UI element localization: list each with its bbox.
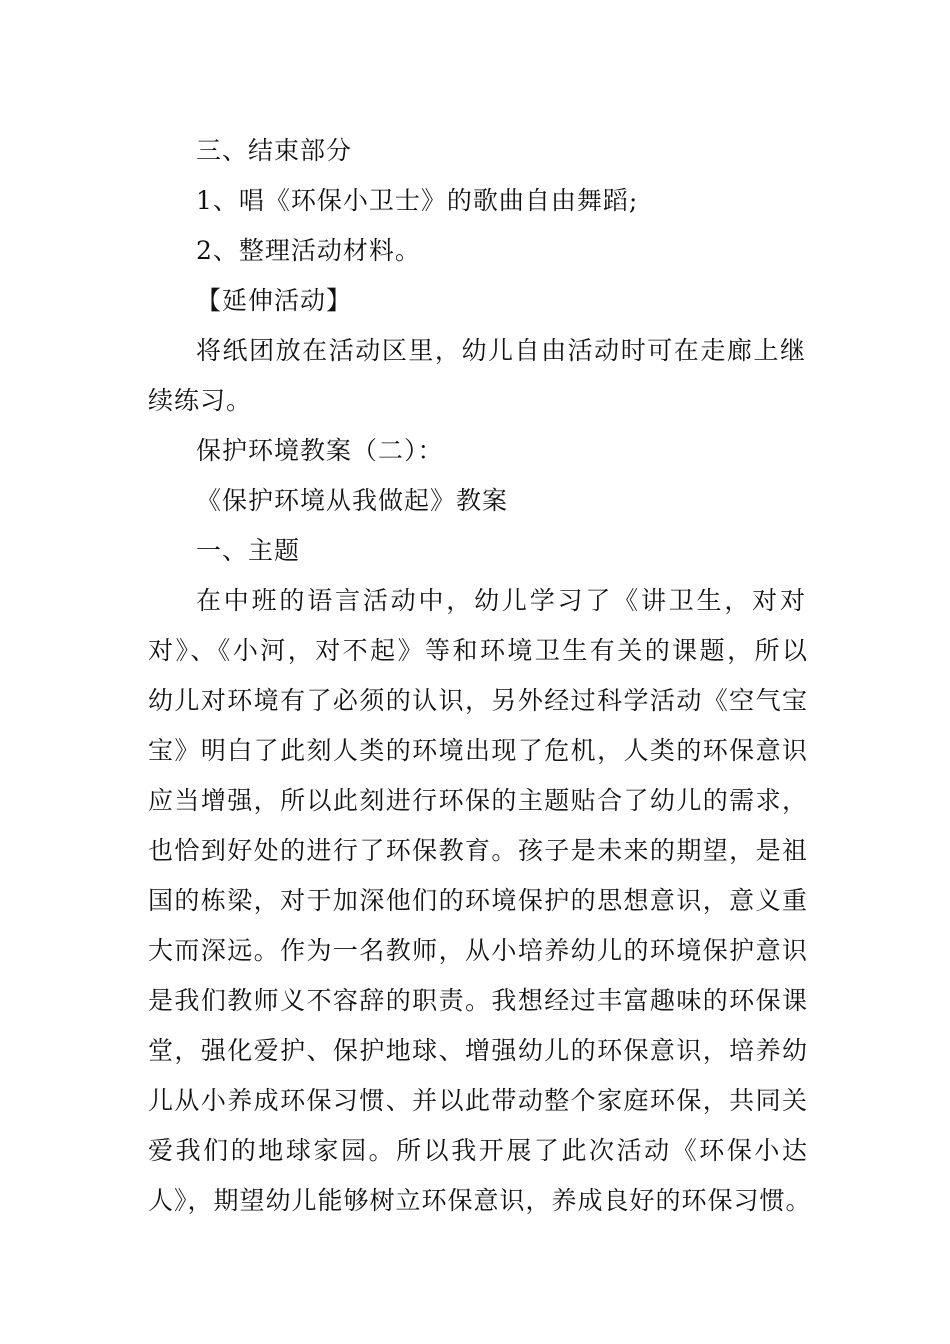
section-heading-ending: 三、结束部分 — [196, 136, 353, 165]
extension-text-line-2: 续练习。 — [148, 386, 253, 415]
paragraph-line: 人》，期望幼儿能够树立环保意识，养成良好的环保习惯。 — [148, 1186, 812, 1215]
section-heading-extension: 【延伸活动】 — [196, 286, 353, 315]
paragraph-line: 在中班的语言活动中，幼儿学习了《讲卫生，对对 — [196, 586, 806, 615]
paragraph-line: 爱我们的地球家园。所以我开展了此次活动《环保小达 — [148, 1136, 808, 1165]
paragraph-line: 是我们教师义不容辞的职责。我想经过丰富趣味的环保课 — [148, 986, 808, 1015]
paragraph-line: 也恰到好处的进行了环保教育。孩子是未来的期望，是祖 — [148, 836, 808, 865]
paragraph-line: 国的栋梁，对于加深他们的环境保护的思想意识，意义重 — [148, 886, 808, 915]
lesson-plan-subtitle: 《保护环境从我做起》教案 — [196, 486, 509, 515]
list-item-song: 1、唱《环保小卫士》的歌曲自由舞蹈; — [196, 186, 639, 215]
lesson-plan-title: 保护环境教案（二）： — [196, 436, 444, 465]
theme-heading: 一、主题 — [196, 536, 301, 565]
paragraph-line: 大而深远。作为一名教师，从小培养幼儿的环境保护意识 — [148, 936, 808, 965]
extension-text-line-1: 将纸团放在活动区里，幼儿自由活动时可在走廊上继 — [196, 336, 806, 365]
paragraph-line: 幼儿对环境有了必须的认识，另外经过科学活动《空气宝 — [148, 686, 808, 715]
list-item-materials: 2、整理活动材料。 — [196, 236, 421, 265]
paragraph-line: 应当增强，所以此刻进行环保的主题贴合了幼儿的需求， — [148, 786, 808, 815]
paragraph-line: 堂，强化爱护、保护地球、增强幼儿的环保意识，培养幼 — [148, 1036, 808, 1065]
paragraph-line: 对》、《小河，对不起》等和环境卫生有关的课题，所以 — [148, 636, 808, 665]
paragraph-line: 儿从小养成环保习惯、并以此带动整个家庭环保，共同关 — [148, 1086, 808, 1115]
paragraph-line: 宝》明白了此刻人类的环境出现了危机，人类的环保意识 — [148, 736, 808, 765]
